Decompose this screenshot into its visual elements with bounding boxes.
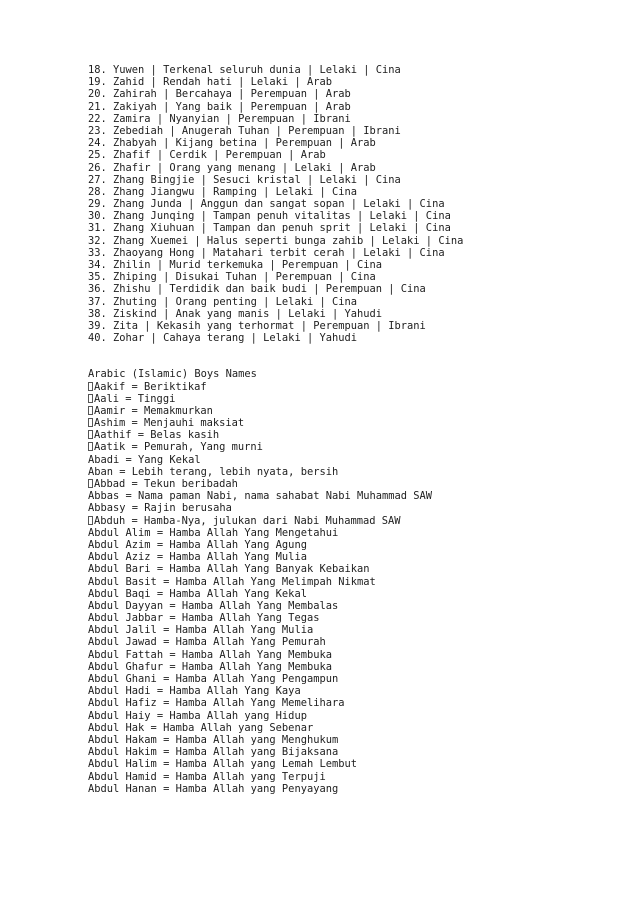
name-entry: 20. Zahirah | Bercahaya | Perempuan | Arab bbox=[88, 88, 351, 101]
name-entry: 27. Zhang Bingjie | Sesuci kristal | Lelaki | Cina bbox=[88, 173, 401, 186]
arabic-name-entry bbox=[88, 478, 628, 490]
arabic-name-text: Aali = Tinggi bbox=[94, 392, 176, 405]
arabic-name-text: Abdul Hanan = Hamba Allah yang Penyayang bbox=[88, 782, 339, 795]
arabic-name-entry bbox=[88, 673, 628, 685]
arabic-name-text: Abdul Basit = Hamba Allah Yang Melimpah Nikmat bbox=[88, 575, 376, 588]
arabic-name-text: Abadi = Yang Kekal bbox=[88, 453, 201, 466]
name-entry: 31. Zhang Xiuhuan | Tampan dan penuh sprit | Lelaki | Cina bbox=[88, 222, 451, 235]
name-entry: 30. Zhang Junqing | Tampan penuh vitalitas | Lelaki | Cina bbox=[88, 210, 451, 223]
arabic-name-text: Abdul Ghafur = Hamba Allah Yang Membuka bbox=[88, 660, 332, 673]
arabic-names-list bbox=[88, 381, 628, 795]
arabic-name-entry bbox=[88, 783, 628, 795]
arabic-name-text: Abdul Hakam = Hamba Allah yang Menghukum bbox=[88, 733, 339, 746]
arabic-name-text: Abdul Ghani = Hamba Allah Yang Pengampun bbox=[88, 673, 339, 685]
name-entry: 18. Yuwen | Terkenal seluruh dunia | Lelaki | Cina bbox=[88, 64, 401, 76]
name-entry: 38. Ziskind | Anak yang manis | Lelaki | Yahudi bbox=[88, 307, 383, 320]
arabic-name-text: Abdul Fattah = Hamba Allah Yang Membuka bbox=[88, 648, 332, 661]
arabic-name-text: Abduh = Hamba-Nya, julukan dari Nabi Muhammad SAW bbox=[94, 514, 401, 527]
arabic-name-text: Abbas = Nama paman Nabi, nama sahabat Nabi Muhammad SAW bbox=[88, 490, 433, 503]
arabic-name-entry bbox=[88, 539, 628, 551]
missing-glyph-icon bbox=[88, 394, 93, 403]
section-gap bbox=[88, 344, 628, 368]
name-entry: 25. Zhafif | Cerdik | Perempuan | Arab bbox=[88, 149, 326, 162]
arabic-name-entry bbox=[88, 649, 628, 661]
arabic-name-entry bbox=[88, 563, 628, 575]
arabic-name-entry bbox=[88, 661, 628, 673]
missing-glyph-icon bbox=[88, 479, 93, 488]
arabic-name-text: Abdul Hamid = Hamba Allah yang Terpuji bbox=[88, 770, 326, 783]
arabic-name-text: Abdul Azim = Hamba Allah Yang Agung bbox=[88, 538, 307, 551]
arabic-name-text: Abdul Hafiz = Hamba Allah Yang Memelihara bbox=[88, 697, 345, 710]
arabic-name-entry bbox=[88, 429, 628, 441]
arabic-name-text: Aban = Lebih terang, lebih nyata, bersih bbox=[88, 465, 339, 478]
arabic-name-entry bbox=[88, 588, 628, 600]
name-entry: 23. Zebediah | Anugerah Tuhan | Perempuan | Ibrani bbox=[88, 124, 401, 137]
name-entry: 32. Zhang Xuemei | Halus seperti bunga zahib | Lelaki | Cina bbox=[88, 234, 464, 247]
arabic-name-entry bbox=[88, 636, 628, 648]
arabic-name-text: Abdul Aziz = Hamba Allah Yang Mulia bbox=[88, 551, 307, 564]
arabic-name-entry bbox=[88, 576, 628, 588]
arabic-name-entry bbox=[88, 746, 628, 758]
arabic-name-text: Abdul Dayyan = Hamba Allah Yang Membalas bbox=[88, 599, 339, 612]
arabic-name-entry bbox=[88, 551, 628, 563]
arabic-name-text: Aakif = Beriktikaf bbox=[94, 380, 207, 393]
arabic-name-entry bbox=[88, 417, 628, 429]
section-heading: Arabic (Islamic) Boys Names bbox=[88, 368, 257, 381]
arabic-name-text: Abdul Alim = Hamba Allah Yang Mengetahui bbox=[88, 526, 339, 539]
name-entry: 29. Zhang Junda | Anggun dan sangat sopan | Lelaki | Cina bbox=[88, 198, 445, 211]
arabic-name-text: Abbad = Tekun beribadah bbox=[94, 478, 238, 490]
arabic-name-entry bbox=[88, 722, 628, 734]
arabic-name-text: Abdul Hakim = Hamba Allah yang Bijaksana bbox=[88, 746, 339, 759]
missing-glyph-icon bbox=[88, 516, 93, 525]
arabic-name-entry bbox=[88, 490, 628, 502]
name-entry: 35. Zhiping | Disukai Tuhan | Perempuan | Cina bbox=[88, 271, 376, 284]
arabic-name-entry bbox=[88, 441, 628, 453]
arabic-name-text: Abdul Halim = Hamba Allah yang Lemah Lembut bbox=[88, 758, 357, 771]
arabic-name-entry bbox=[88, 466, 628, 478]
arabic-name-entry bbox=[88, 502, 628, 514]
arabic-name-entry bbox=[88, 381, 628, 393]
arabic-name-entry bbox=[88, 685, 628, 697]
arabic-name-entry bbox=[88, 758, 628, 770]
names-list bbox=[88, 64, 628, 344]
arabic-name-entry bbox=[88, 734, 628, 746]
arabic-name-text: Aamir = Memakmurkan bbox=[94, 404, 213, 417]
name-entry: 40. Zohar | Cahaya terang | Lelaki | Yahudi bbox=[88, 332, 357, 345]
name-entry: 34. Zhilin | Murid terkemuka | Perempuan | Cina bbox=[88, 259, 383, 271]
arabic-name-text: Abdul Jalil = Hamba Allah Yang Mulia bbox=[88, 624, 314, 637]
name-entry: 28. Zhang Jiangwu | Ramping | Lelaki | Cina bbox=[88, 185, 357, 198]
arabic-name-entry bbox=[88, 624, 628, 636]
arabic-name-text: Abbasy = Rajin berusaha bbox=[88, 502, 232, 515]
arabic-name-text: Ashim = Menjauhi maksiat bbox=[94, 417, 245, 430]
name-entry: 37. Zhuting | Orang penting | Lelaki | Cina bbox=[88, 295, 357, 308]
arabic-name-entry bbox=[88, 710, 628, 722]
missing-glyph-icon bbox=[88, 418, 93, 427]
name-entry: 26. Zhafir | Orang yang menang | Lelaki | Arab bbox=[88, 161, 376, 174]
arabic-name-text: Abdul Jawad = Hamba Allah Yang Pemurah bbox=[88, 636, 326, 649]
document-page bbox=[88, 64, 628, 795]
arabic-name-entry bbox=[88, 527, 628, 539]
arabic-name-entry bbox=[88, 697, 628, 709]
arabic-name-text: Abdul Hadi = Hamba Allah Yang Kaya bbox=[88, 685, 301, 698]
name-entry: 22. Zamira | Nyanyian | Perempuan | Ibrani bbox=[88, 112, 351, 125]
missing-glyph-icon bbox=[88, 382, 93, 391]
arabic-name-text: Aatik = Pemurah, Yang murni bbox=[94, 441, 263, 454]
arabic-name-entry bbox=[88, 393, 628, 405]
name-entry: 36. Zhishu | Terdidik dan baik budi | Perempuan | Cina bbox=[88, 283, 426, 296]
arabic-name-text: Abdul Baqi = Hamba Allah Yang Kekal bbox=[88, 587, 307, 600]
arabic-name-text: Abdul Hak = Hamba Allah yang Sebenar bbox=[88, 721, 314, 734]
arabic-name-text: Abdul Bari = Hamba Allah Yang Banyak Kebaikan bbox=[88, 563, 370, 576]
missing-glyph-icon bbox=[88, 442, 93, 451]
name-entry: 19. Zahid | Rendah hati | Lelaki | Arab bbox=[88, 76, 332, 89]
name-entry: 39. Zita | Kekasih yang terhormat | Perempuan | Ibrani bbox=[88, 319, 426, 332]
arabic-name-text: Abdul Jabbar = Hamba Allah Yang Tegas bbox=[88, 612, 320, 625]
arabic-name-entry bbox=[88, 405, 628, 417]
arabic-name-entry bbox=[88, 600, 628, 612]
name-entry: 21. Zakiyah | Yang baik | Perempuan | Arab bbox=[88, 100, 351, 113]
missing-glyph-icon bbox=[88, 406, 93, 415]
arabic-name-entry bbox=[88, 771, 628, 783]
missing-glyph-icon bbox=[88, 430, 93, 439]
arabic-name-text: Aathif = Belas kasih bbox=[94, 429, 220, 442]
arabic-name-entry bbox=[88, 454, 628, 466]
arabic-name-text: Abdul Haiy = Hamba Allah yang Hidup bbox=[88, 709, 307, 722]
name-entry: 33. Zhaoyang Hong | Matahari terbit cerah | Lelaki | Cina bbox=[88, 246, 445, 259]
arabic-name-entry bbox=[88, 515, 628, 527]
arabic-name-entry bbox=[88, 612, 628, 624]
name-entry: 24. Zhabyah | Kijang betina | Perempuan | Arab bbox=[88, 137, 376, 150]
